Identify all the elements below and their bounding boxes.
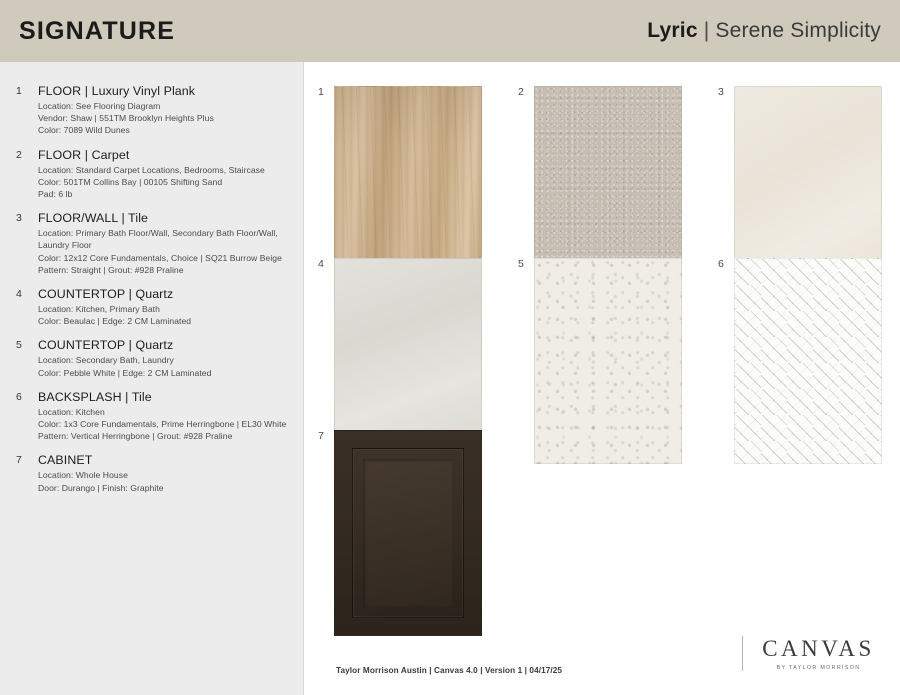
item-number: 7 [16,454,22,467]
list-item [16,338,289,378]
item-detail: Location: See Flooring Diagram [38,101,161,111]
item-number: 2 [16,148,22,161]
item-detail: Color: Pebble White | Edge: 2 CM Laminated [38,367,212,378]
item-number: 5 [16,339,22,352]
item-detail: Pad: 6 lb [38,189,73,200]
item-number: 3 [16,212,22,225]
cabinet-door-panel [363,459,453,607]
swatch-number: 4 [318,258,324,270]
item-title: COUNTERTOP | Quartz [38,287,174,302]
item-title: COUNTERTOP | Quartz [38,338,174,353]
item-detail: Location: Primary Bath Floor/Wall, Secondary Bath Floor/Wall, Laundry Floor [38,228,278,251]
swatch-number: 6 [718,258,724,270]
canvas-logo-title: CANVAS [762,636,875,661]
item-title: CABINET [38,453,93,468]
item-detail: Color: Beaulac | Edge: 2 CM Laminated [38,316,192,327]
item-detail: Color: 1x3 Core Fundamentals, Prime Herringbone | EL30 White [38,419,287,430]
page-header [0,0,900,62]
swatch-cell [318,424,518,644]
swatch-cell [718,252,900,422]
swatch-number: 5 [518,258,524,270]
item-detail: Location: Kitchen [38,406,105,417]
swatch-number: 2 [518,86,524,98]
heading-separator: | [703,19,710,42]
swatch-cell [518,80,718,250]
footer-meta: Taylor Morrison Austin | Canvas 4.0 | Version 1 | 04/17/25 [336,666,563,675]
item-title: FLOOR | Carpet [38,147,130,162]
list-item [16,84,289,137]
plan-name: Lyric [647,19,698,42]
backsplash-herringbone-swatch [734,258,882,464]
item-title: FLOOR/WALL | Tile [38,211,149,226]
item-detail: Color: 7089 Wild Dunes [38,125,130,136]
item-number: 4 [16,288,22,301]
swatch-number: 3 [718,86,724,98]
selections-list [0,62,303,695]
item-detail: Color: 501TM Collins Bay | 00105 Shifting Sand [38,176,223,187]
cabinet-durango-graphite-swatch [334,430,482,636]
item-detail: Pattern: Vertical Herringbone | Grout: #928 Praline [38,431,233,442]
swatch-number: 1 [318,86,324,98]
item-detail: Vendor: Shaw | 551TM Brooklyn Heights Plus [38,113,214,124]
vertical-divider [303,62,304,695]
cabinet-door-frame [352,448,464,618]
item-detail: Color: 12x12 Core Fundamentals, Choice | SQ21 Burrow Beige [38,252,282,263]
item-detail: Location: Kitchen, Primary Bath [38,304,160,315]
brand-title: SIGNATURE [19,16,176,45]
item-detail: Location: Secondary Bath, Laundry [38,355,174,366]
item-title: BACKSPLASH | Tile [38,389,152,404]
list-item [16,287,289,327]
list-item [16,390,289,443]
quartz-pebble-white-swatch [534,258,682,464]
plan-heading [647,19,881,43]
swatch-number: 7 [318,430,324,442]
canvas-logo-subtitle: BY TAYLOR MORRISON [776,665,861,671]
swatch-cell [518,252,718,422]
item-detail: Pattern: Straight | Grout: #928 Praline [38,264,184,275]
list-item [16,453,289,493]
item-title: FLOOR | Luxury Vinyl Plank [38,84,196,98]
item-detail: Location: Standard Carpet Locations, Bedrooms, Staircase [38,164,265,175]
list-item [16,211,289,276]
item-detail: Door: Durango | Finish: Graphite [38,482,164,493]
list-item [16,148,289,201]
collection-name: Serene Simplicity [715,19,881,42]
swatch-cell [318,80,518,250]
swatch-cell [318,252,518,422]
swatch-cell [718,80,900,250]
item-number: 1 [16,85,22,97]
item-detail: Location: Whole House [38,470,128,481]
item-number: 6 [16,390,22,403]
canvas-logo [742,636,882,671]
